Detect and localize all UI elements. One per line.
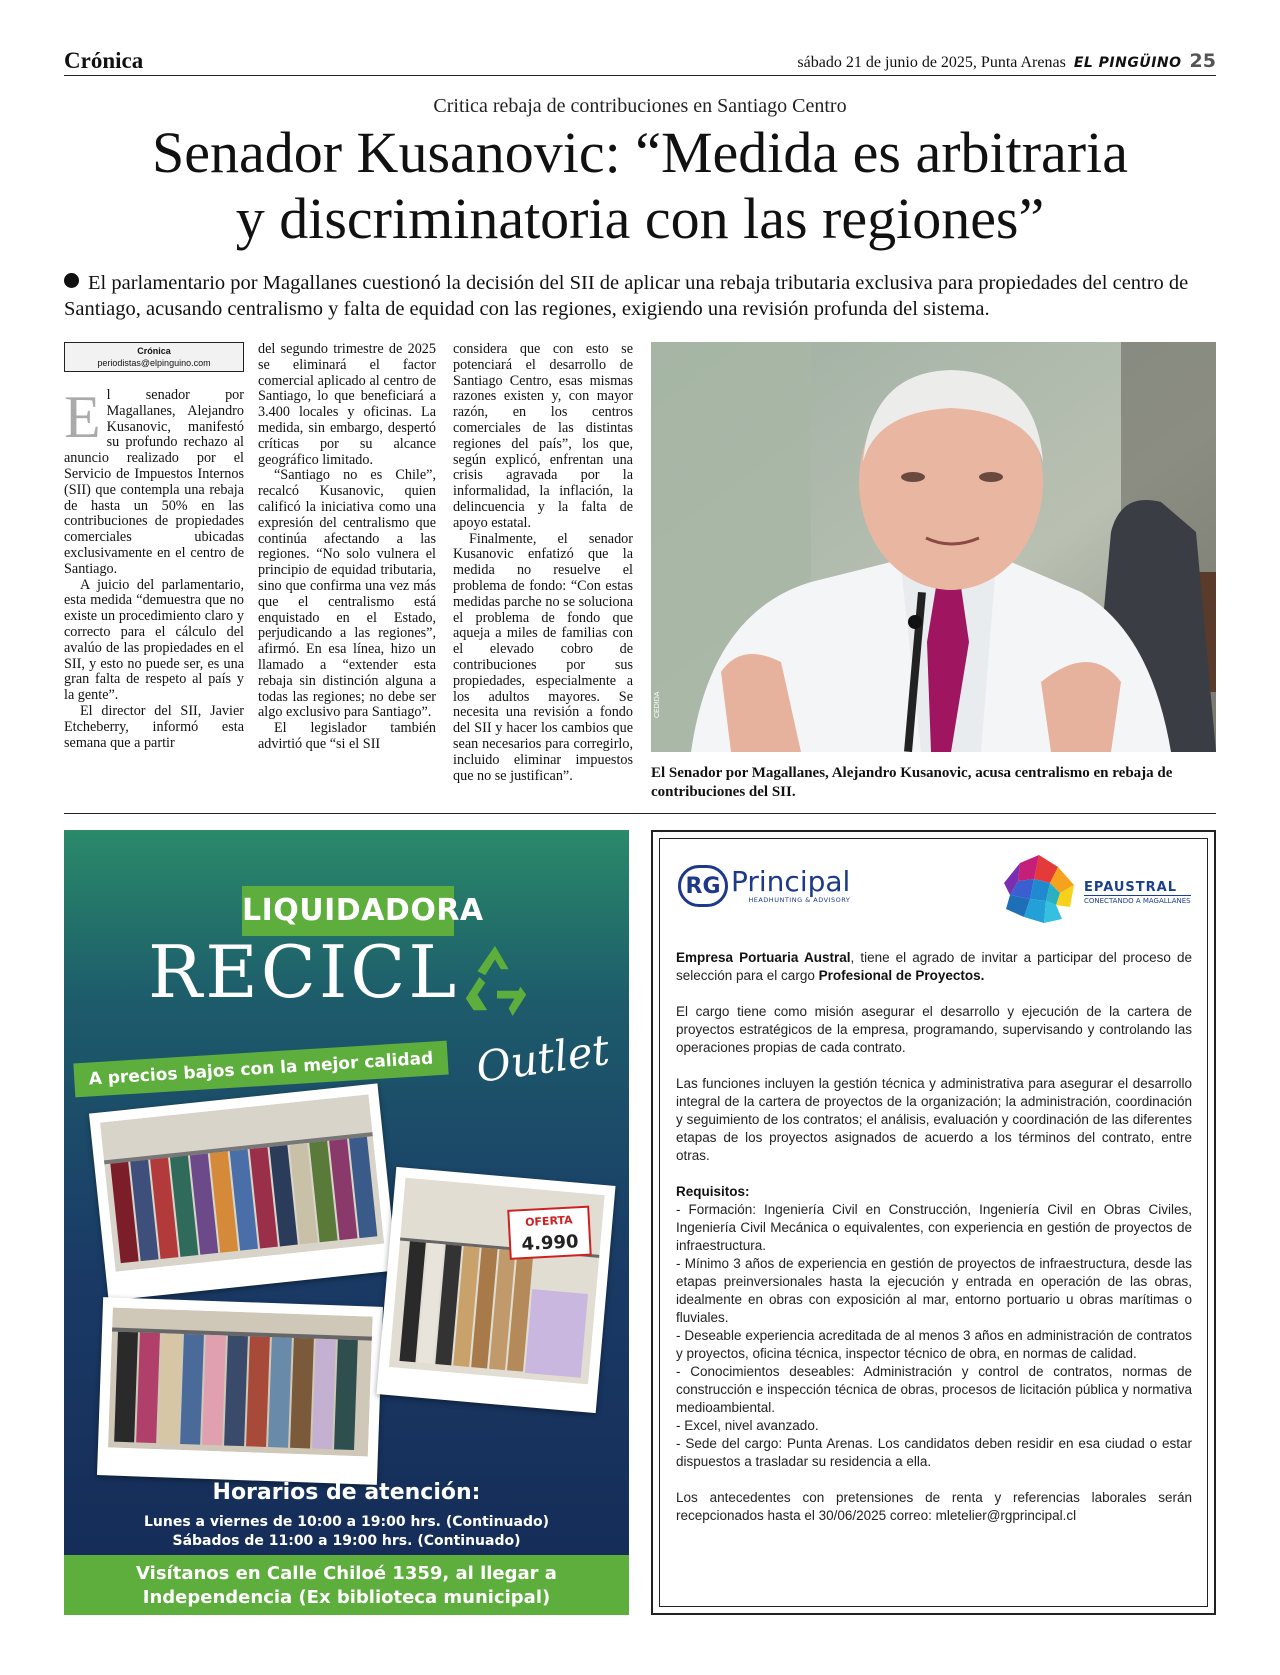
job-advertisement [651, 830, 1216, 1615]
company-name: Empresa Portuaria Austral [676, 950, 851, 965]
job-role: Profesional de Proyectos. [818, 968, 985, 983]
article-paragraph: El director del SII, Javier Etcheberry, informó esta semana que a partir [64, 702, 244, 751]
section-name: Crónica [64, 48, 144, 73]
byline-email: periodistas@elpinguino.com [97, 358, 211, 368]
issue-date: sábado 21 de junio de 2025, Punta Arenas [797, 54, 1066, 71]
requirement-item: - Deseable experiencia acreditada de al menos 3 años en administración de contratos y proyectos, oficina técnica, inspector técnico de obra, en normas de calidad. [676, 1328, 1192, 1361]
hours-saturday: Sábados de 11:00 a 19:00 hrs. (Continuado) [172, 1533, 521, 1549]
job-closing: Los antecedentes con pretensiones de renta y referencias laborales serán recepcionados hasta el 30/06/2025 correo: mletelier@rgprincipal.cl [676, 1490, 1192, 1523]
byline-section: Crónica [137, 346, 171, 356]
outlet-script: Outlet [473, 1024, 613, 1093]
drop-cap: E [64, 384, 101, 450]
article-kicker: Critica rebaja de contribuciones en Santiago Centro [433, 95, 847, 117]
article-headline [70, 120, 1210, 252]
article-lead [64, 270, 1218, 322]
article-column-3 [453, 342, 633, 784]
address-line-1: Visítanos en Calle Chiloé 1359, al llegar a [136, 1563, 557, 1584]
headline-line-2: y discriminatoria con las regiones” [235, 186, 1045, 251]
page-header [64, 48, 1216, 76]
article-column-2 [258, 342, 436, 753]
clothing-rack-illustration [108, 1308, 373, 1457]
rg-name: Principal [731, 865, 851, 898]
reciclo-wordmark: RECICL [148, 930, 460, 1014]
recycle-icon [456, 940, 534, 1018]
ep-name: EPAUSTRAL [1084, 879, 1178, 895]
rgprincipal-logo [678, 865, 850, 907]
header-meta [797, 50, 1216, 72]
job-mission: El cargo tiene como misión asegurar el desarrollo y ejecución de la cartera de proyectos estratégicos de la empresa, programando, supervisando y controlando las operaciones propias de cada contrato. [676, 1004, 1192, 1055]
section-divider [64, 813, 1216, 814]
senator-illustration [651, 342, 1216, 752]
price-tag [508, 1207, 590, 1259]
clothing-rack-illustration [389, 1178, 605, 1385]
hours-title: Horarios de atención: [212, 1480, 481, 1505]
article-paragraph: A juicio del parlamentario, esta medida “demuestra que no existe un procedimiento claro y correcto para el cálculo del avalúo de las propiedades en el SII, y esto no puede ser, es una gran falta de respeto al país y la gente”. [64, 576, 244, 704]
hours-weekdays: Lunes a viernes de 10:00 a 19:00 hrs. (Continuado) [143, 1514, 550, 1530]
tagline-banner: A precios bajos con la mejor calidad [73, 1041, 448, 1098]
clothing-rack-illustration [100, 1094, 384, 1271]
epaustral-logo [1000, 853, 1191, 931]
article-paragraph: El legislador también advirtió que “si el SII [258, 720, 436, 752]
article-paragraph: Finalmente, el senador Kusanovic enfatizó que la medida no resuelve el problema de fondo: “Con estas medidas parche no se soluciona el problema de fondo que aqueja a miles de familias con el elevado cobro de contribuciones por sus propiedades, especialmente a los adultos mayores. Se necesita una revisión a fondo del SII y hacer los cambios que sean necesarios para corregirlo, incluido eliminar impuestos que no se justifican”. [453, 530, 633, 784]
address-line-2: Independencia (Ex biblioteca municipal) [142, 1587, 551, 1608]
lead-text: El parlamentario por Magallanes cuestionó la decisión del SII de aplicar una rebaja tributaria exclusiva para propiedades del centro de Santiago, acusando centralismo y falta de equidad con las regiones, exigiendo una revisión profunda del sistema. [64, 272, 1189, 320]
price-tag-value: 4.990 [521, 1231, 580, 1256]
store-photo-2 [376, 1167, 615, 1413]
senator-photo [651, 342, 1216, 752]
store-photo-3 [97, 1297, 383, 1485]
requirement-item: - Mínimo 3 años de experiencia en gestión de proyectos de infraestructura, desde las etapas preinversionales hasta la ejecución y entrada en operación de las obras, idealmente en obras con exposición al mar, entorno portuario u obras marítimas o fluviales. [676, 1256, 1192, 1325]
page-number: 25 [1189, 50, 1216, 72]
liquidadora-banner: LIQUIDADORA [242, 886, 454, 936]
requirement-item: - Conocimientos deseables: Administración y control de contratos, normas de construcción e inspección técnica de obras, procesos de licitación pública y normativa medioambiental. [676, 1364, 1192, 1415]
address-banner [64, 1555, 629, 1615]
job-functions: Las funciones incluyen la gestión técnica y administrativa para asegurar el desarrollo integral de la cartera de proyectos de la organización; la administración, coordinación y seguimiento de los contratos; el análisis, evaluación y coordinación de las diferentes etapas de los proyectos asignados de acuerdo a los términos del contrato, entre otras. [676, 1076, 1192, 1163]
ep-subtitle: CONECTANDO A MAGALLANES [1084, 896, 1191, 905]
article-column-1 [64, 384, 244, 751]
newspaper-logo: EL PINGÜINO [1073, 55, 1182, 71]
store-photo-1 [89, 1083, 397, 1300]
photo-caption: El Senador por Magallanes, Alejandro Kusanovic, acusa centralismo en rebaja de contribuciones del SII. [651, 765, 1173, 800]
article-paragraph: considera que con esto se potenciará el desarrollo de Santiago Centro, esas mismas razones existen y, con mayor razón, en los centros comerciales de las distintas regiones del país”, los que, según explicó, enfrentan una crisis agravada por la informalidad, la inflación, la delincuencia y la falta de apoyo estatal. [453, 341, 633, 531]
rg-subtitle: HEADHUNTING & ADVISORY [748, 896, 851, 904]
job-intro: Empresa Portuaria Austral, tiene el agrado de invitar a participar del proceso de selección para el cargo Profesional de Proyectos. [676, 950, 1192, 983]
requirement-item: - Formación: Ingeniería Civil en Construcción, Ingeniería Civil en Obras Civiles, Ingeniería Civil Mecánica o equivalentes, con experiencia en gestión de proyectos de infraestructura. [676, 1202, 1192, 1253]
article-paragraph: El senador por Magallanes, Alejandro Kusanovic, manifestó su profundo rechazo al anuncio realizado por el Servicio de Impuestos Internos (SII) que contempla una rebaja de hasta un 50% en las contribuciones de propiedades comerciales ubicadas exclusivamente en el centro de Santiago. [64, 384, 244, 577]
bullet-icon [64, 273, 79, 288]
requirements-title: Requisitos: [676, 1184, 750, 1199]
photo-credit: CEDIDA [654, 691, 661, 718]
article-paragraph: “Santiago no es Chile”, recalcó Kusanovic, quien calificó la iniciativa como una expresión del centralismo que continúa afectando a las regiones. “No solo vulnera el principio de equidad tributaria, sino que confirma una vez más que el centralismo está enquistado en el Estado, perjudicando a las regiones”, afirmó. En esa línea, hizo un llamado a “extender esta rebaja sin distinción alguna a todas las regiones; no debe ser algo exclusivo para Santiago”. [258, 467, 436, 721]
rg-badge: RG [678, 865, 728, 907]
requirement-item: - Sede del cargo: Punta Arenas. Los candidatos deben residir en esa ciudad o estar dispuestos a trasladar su residencia a ella. [676, 1436, 1192, 1469]
headline-line-1: Senador Kusanovic: “Medida es arbitraria [152, 120, 1128, 185]
reciclo-advertisement [64, 830, 629, 1615]
byline-box [64, 342, 244, 372]
requirements-block [676, 1183, 1192, 1471]
price-tag-label: OFERTA [524, 1213, 573, 1229]
epaustral-emblem-icon [1000, 853, 1078, 931]
job-ad-inner-frame [659, 838, 1208, 1607]
article-paragraph: del segundo trimestre de 2025 se eliminará el factor comercial aplicado al centro de Santiago, lo que beneficiará a 3.400 locales y oficinas. La medida, sin embargo, despertó críticas por su alcance geográfico limitado. [258, 341, 436, 468]
job-body [676, 949, 1192, 1543]
requirement-item: - Excel, nivel avanzado. [676, 1418, 819, 1433]
